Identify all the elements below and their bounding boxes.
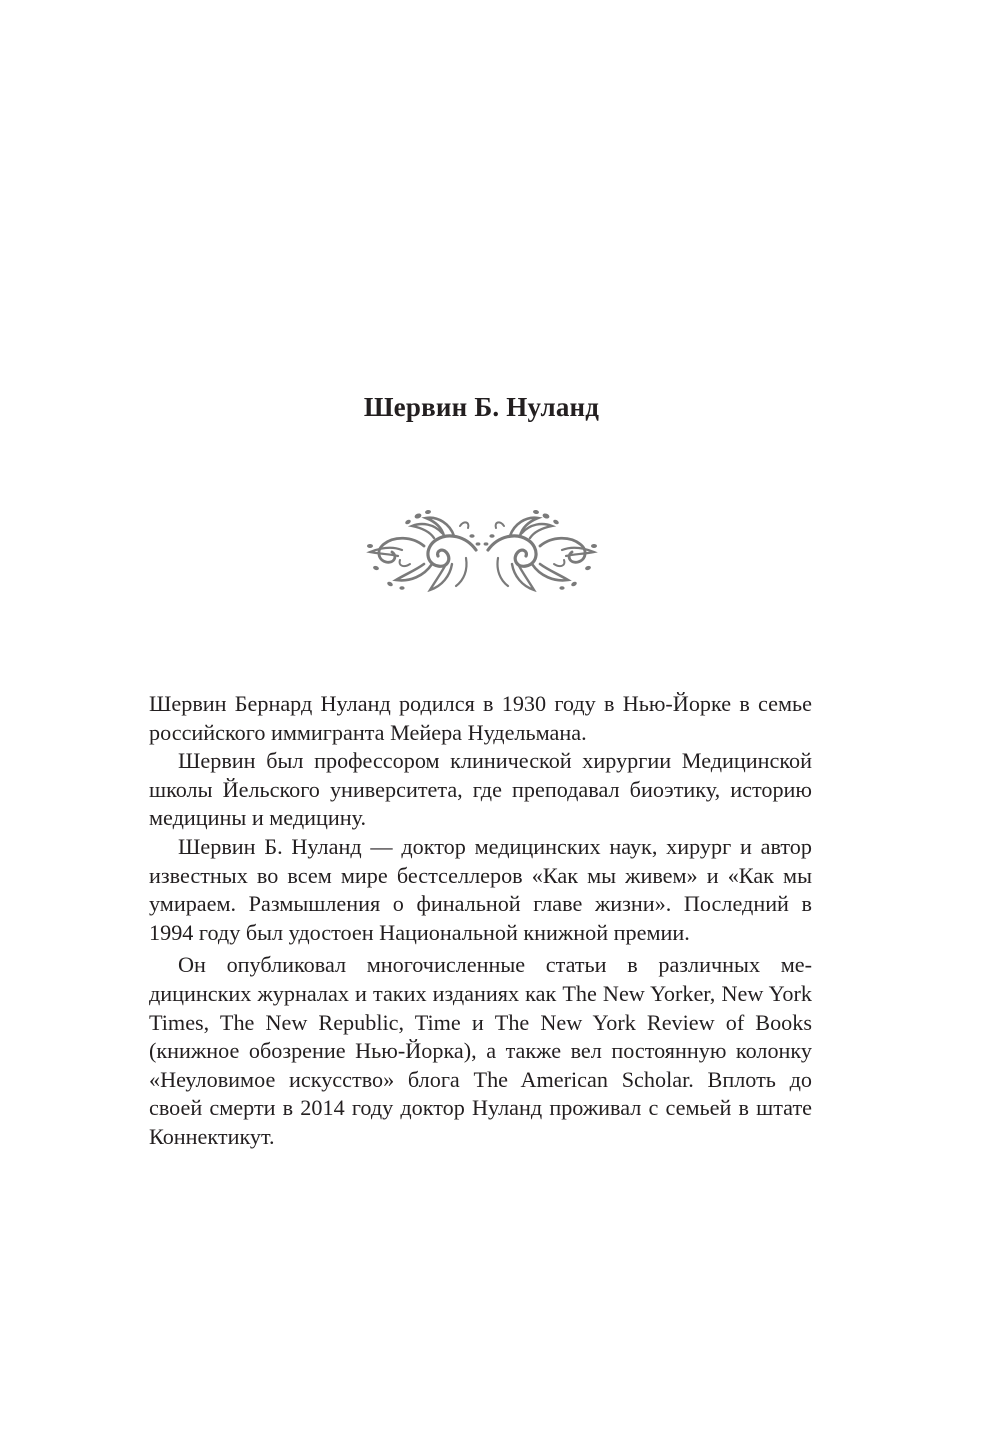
author-biography (149, 690, 812, 1152)
author-heading: Шервин Б. Нуланд (363, 392, 600, 422)
floral-flourish-icon (362, 506, 602, 594)
bio-paragraph: Шервин Б. Нуланд — доктор медицинских наук, хирург и автор известных во всем мире бестселлеров «Как мы живем» и «Как мы умираем. Размышления о финальной главе жизни». Последний в 1994 году был удостоен Национальной книжной премии. (149, 833, 812, 945)
bio-paragraph: Шервин был профессором клинической хирургии Медицинской школы Йельского университета, где преподавал биоэтику, историю медицины и медицину. (149, 748, 812, 831)
bio-paragraph: Шервин Бернард Нуланд родился в 1930 году в Нью-Йорке в семье российского иммигранта Мейера Нудельмана. (149, 691, 812, 745)
bio-paragraph: Он опубликовал многочисленные статьи в различных медицинских журналах и таких изданиях как The New Yorker, New York Times, The New Republic, Time и The New York Review of Books (книжное обозрение Нью-Йорка), а также вел постоянную колонку «Неуловимое искусство» блога The American Scholar. Вплоть до своей смерти в 2014 году доктор Нуланд проживал с семьей в штате Коннектикут. (149, 952, 812, 1149)
